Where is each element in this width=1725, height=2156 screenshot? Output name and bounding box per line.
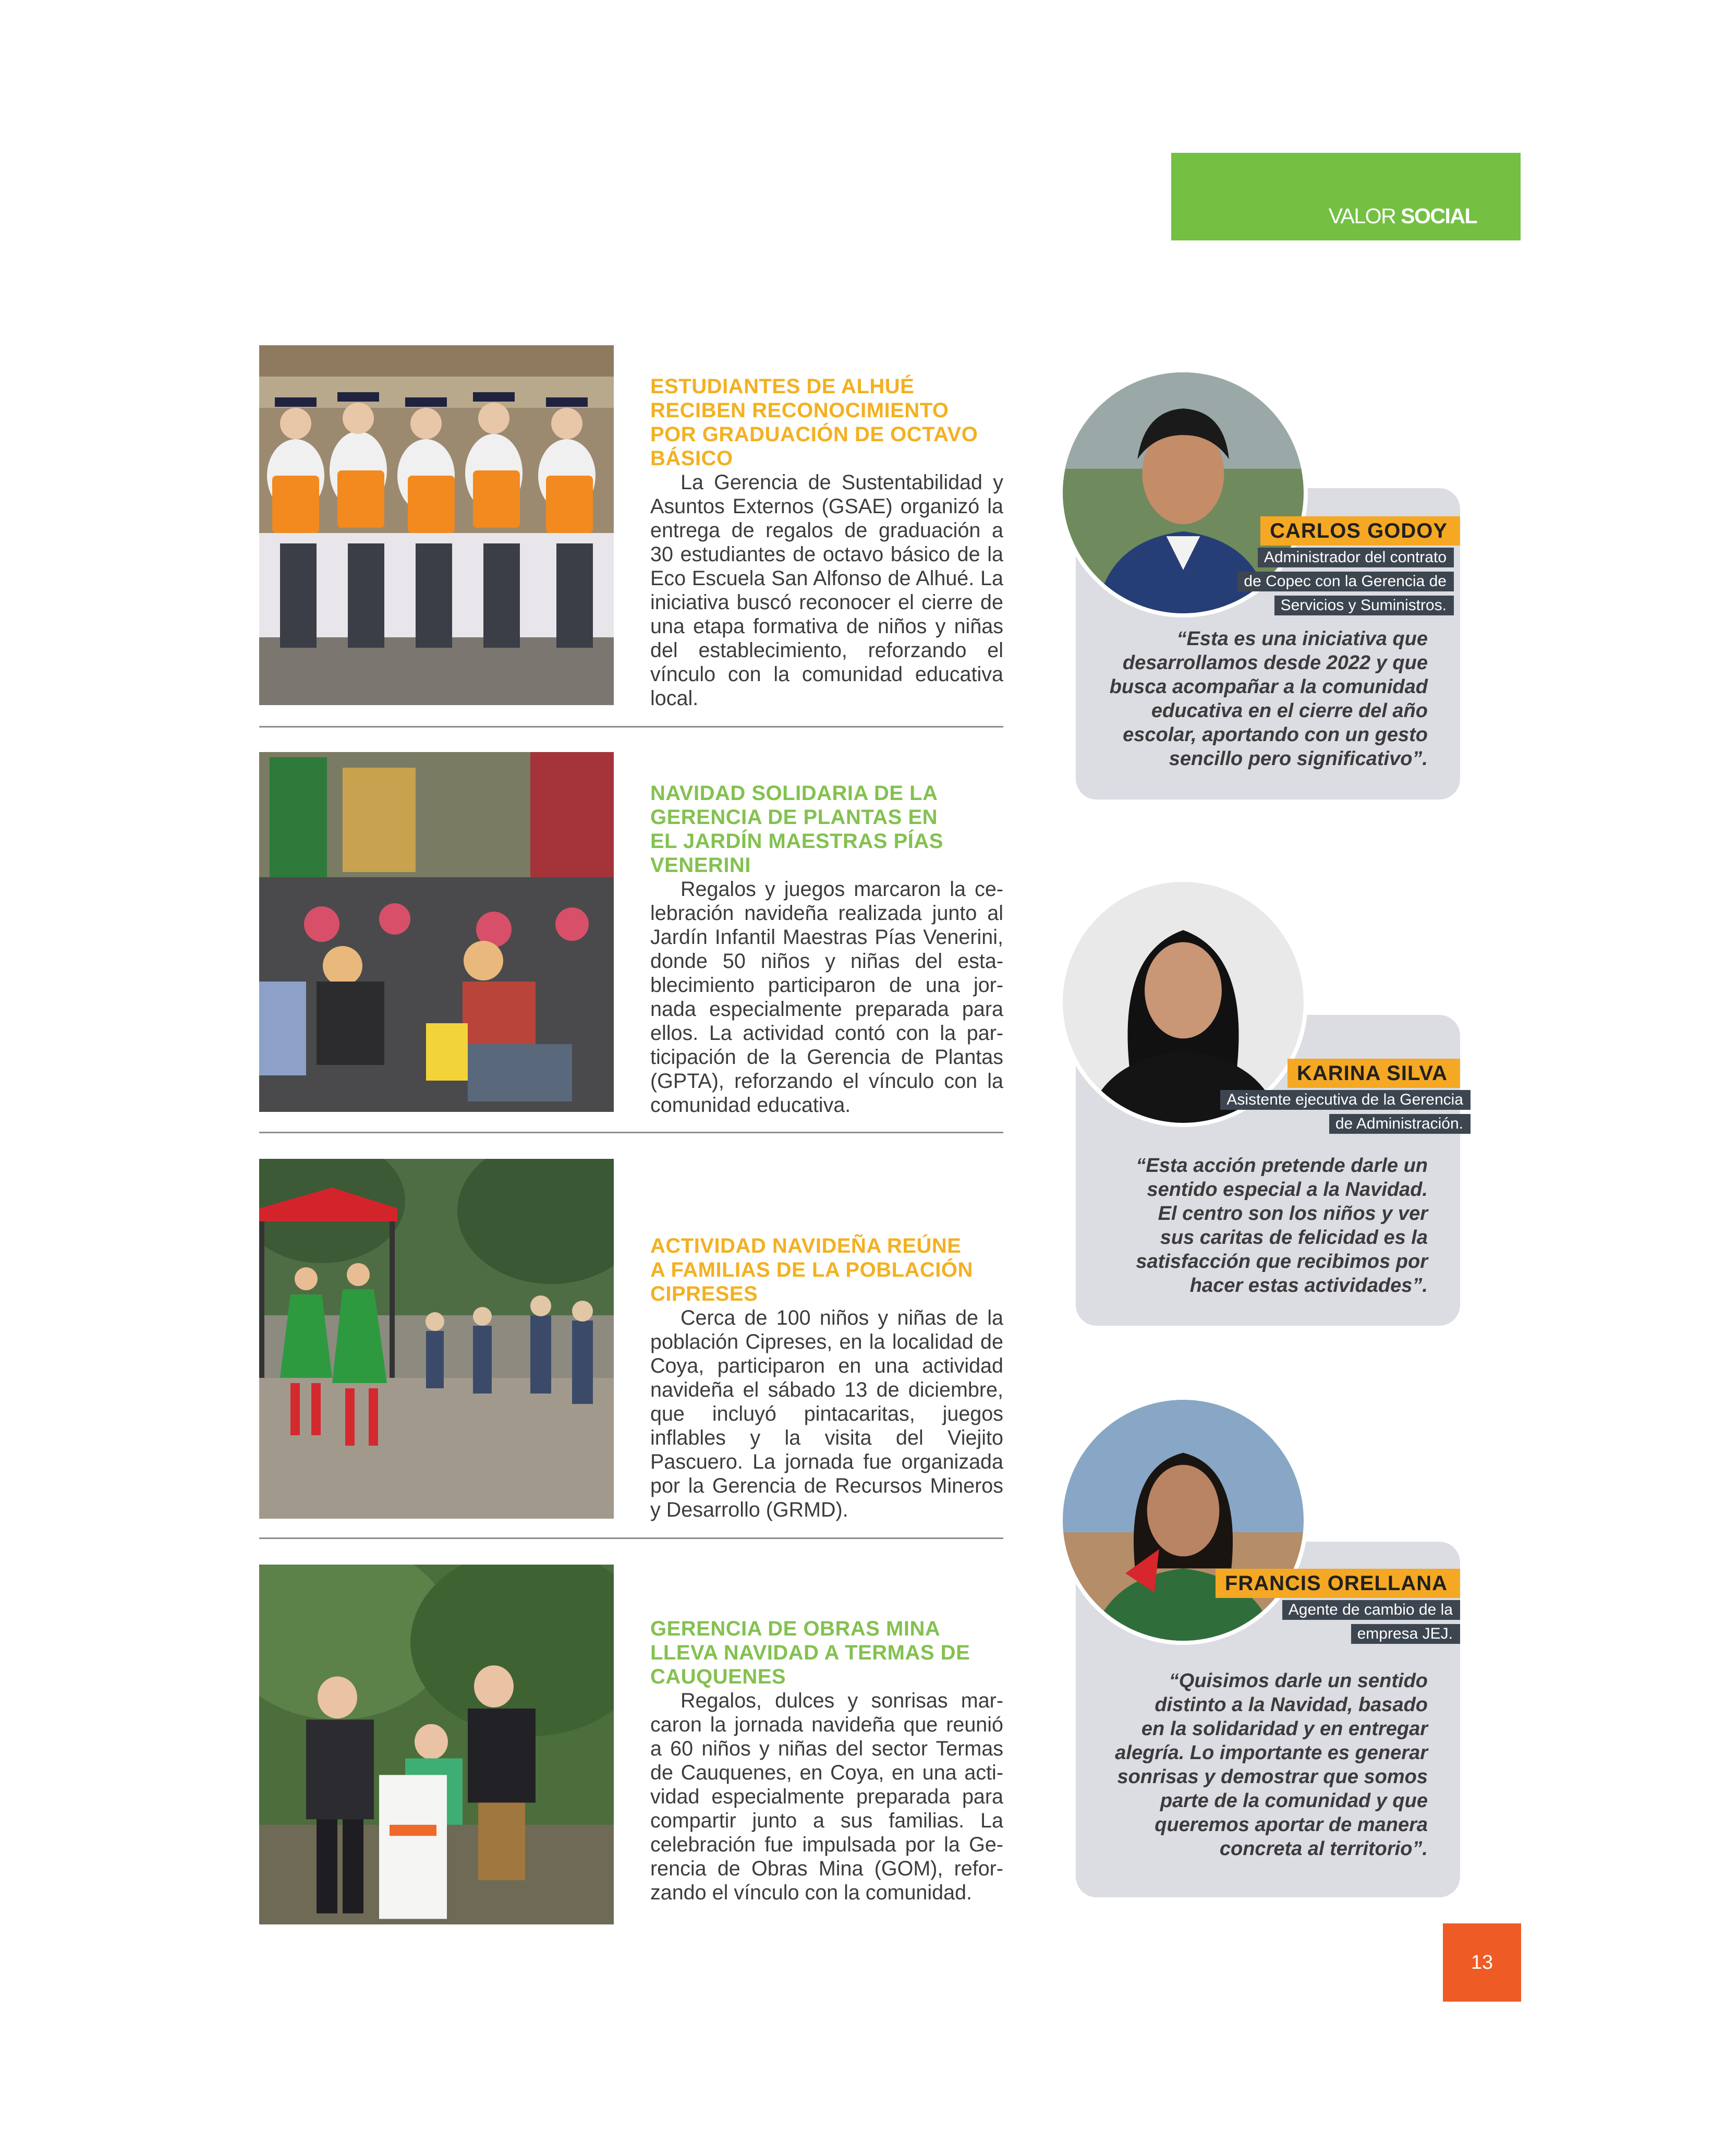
article-cipreses	[650, 1234, 1003, 1522]
article-kindergarten	[650, 781, 1003, 1117]
article-title: ESTUDIANTES DE ALHUÉ RECIBEN RECONOCIMIENTO POR GRADUACIÓN DE OCTAVO BÁSICO	[650, 375, 978, 470]
article-title: ACTIVIDAD NAVIDEÑA REÚNE A FAMILIAS DE LA POBLACIÓN CIPRESES	[650, 1234, 973, 1305]
article-title: GERENCIA DE OBRAS MINA LLEVA NAVIDAD A TERMAS DE CAUQUENES	[650, 1617, 970, 1688]
article-body: Cerca de 100 niños y niñas de la población Cipreses, en la localidad de Coya, participaron en una actividad navideña el sábado 13 de diciembre, que incluyó pintacaritas, juegos inflables y la visita del Viejito Pascuero. La jornada fue organizada por la Gerencia de Recursos Mineros y Desarrollo (GRMD).	[650, 1306, 1003, 1521]
article-graduation	[650, 374, 1003, 710]
testimonial-name: FRANCIS ORELLANA	[1216, 1569, 1460, 1598]
graduation-photo	[259, 345, 614, 705]
divider	[259, 1132, 1003, 1133]
article-body: Regalos y juegos marcaron la celebración navideña realizada junto al Jardín Infantil Maestras Pías Venerini, donde 50 niños y niñas del establecimiento participaron de una jornada especialmente preparada para ellos. La actividad contó con la participación de la Gerencia de Plantas (GPTA), reforzando el vínculo con la comunidad educativa.	[650, 878, 1003, 1117]
article-body: Regalos, dulces y sonrisas marcaron la jornada navideña que reunió a 60 niños y niñas del sector Termas de Cauquenes, en Coya, en una actividad especialmente preparada para compartir junto a sus familias. La celebración fue impulsada por la Gerencia de Obras Mina (GOM), reforzando el vínculo con la comunidad.	[650, 1689, 1003, 1904]
testimonial-quote: “Quisimos darle un sentido distinto a la Navidad, basado en la solidaridad y en entregar alegría. Lo importante es generar sonrisas y demostrar que somos parte de la comunidad y que queremos aportar de manera concreta al territorio”.	[1115, 1670, 1428, 1860]
termas-cauquenes-photo	[259, 1565, 614, 1924]
testimonial-role: Servicios y Suministros.	[1274, 596, 1454, 615]
testimonial-quote: “Esta es una iniciativa que desarrollamos desde 2022 y que busca acompañar a la comunidad educativa en el cierre del año escolar, aportando con un gesto sencillo pero significativo”.	[1109, 628, 1428, 770]
avatar	[1059, 1396, 1308, 1645]
divider	[259, 726, 1003, 728]
article-termas	[650, 1617, 1003, 1905]
christmas-kindergarten-photo	[259, 752, 614, 1112]
testimonial-role: de Copec con la Gerencia de	[1237, 572, 1454, 591]
section-label: VALOR SOCIAL	[1328, 204, 1477, 228]
testimonial-role: Agente de cambio de la	[1282, 1600, 1460, 1620]
article-body: La Gerencia de Sustentabilidad y Asuntos Externos (GSAE) organizó la entrega de regalos de graduación a 30 estudiantes de octavo básico de la Eco Escuela San Alfonso de Alhué. La iniciativa buscó reconocer el cierre de una etapa formativa de niños y niñas del establecimiento, reforzando el vínculo con la comunidad educativa local.	[650, 471, 1003, 710]
testimonial-quote: “Esta acción pretende darle un sentido especial a la Navidad. El centro son los niños y ver sus caritas de felicidad es la satisfacción que recibimos por hacer estas actividades”.	[1136, 1155, 1428, 1297]
testimonial-role: Asistente ejecutiva de la Gerencia	[1220, 1090, 1471, 1110]
divider	[259, 1537, 1003, 1539]
page-number: 13	[1443, 1923, 1521, 2002]
article-title: NAVIDAD SOLIDARIA DE LA GERENCIA DE PLANTAS EN EL JARDÍN MAESTRAS PÍAS VENERINI	[650, 782, 943, 877]
section-tab	[1171, 153, 1521, 240]
testimonial-name: CARLOS GODOY	[1260, 516, 1460, 546]
testimonial-role: empresa JEJ.	[1351, 1624, 1460, 1644]
testimonial-name: KARINA SILVA	[1287, 1059, 1460, 1088]
cipreses-activity-photo	[259, 1159, 614, 1519]
testimonial-role: de Administración.	[1329, 1114, 1471, 1134]
testimonial-role: Administrador del contrato	[1258, 548, 1454, 567]
